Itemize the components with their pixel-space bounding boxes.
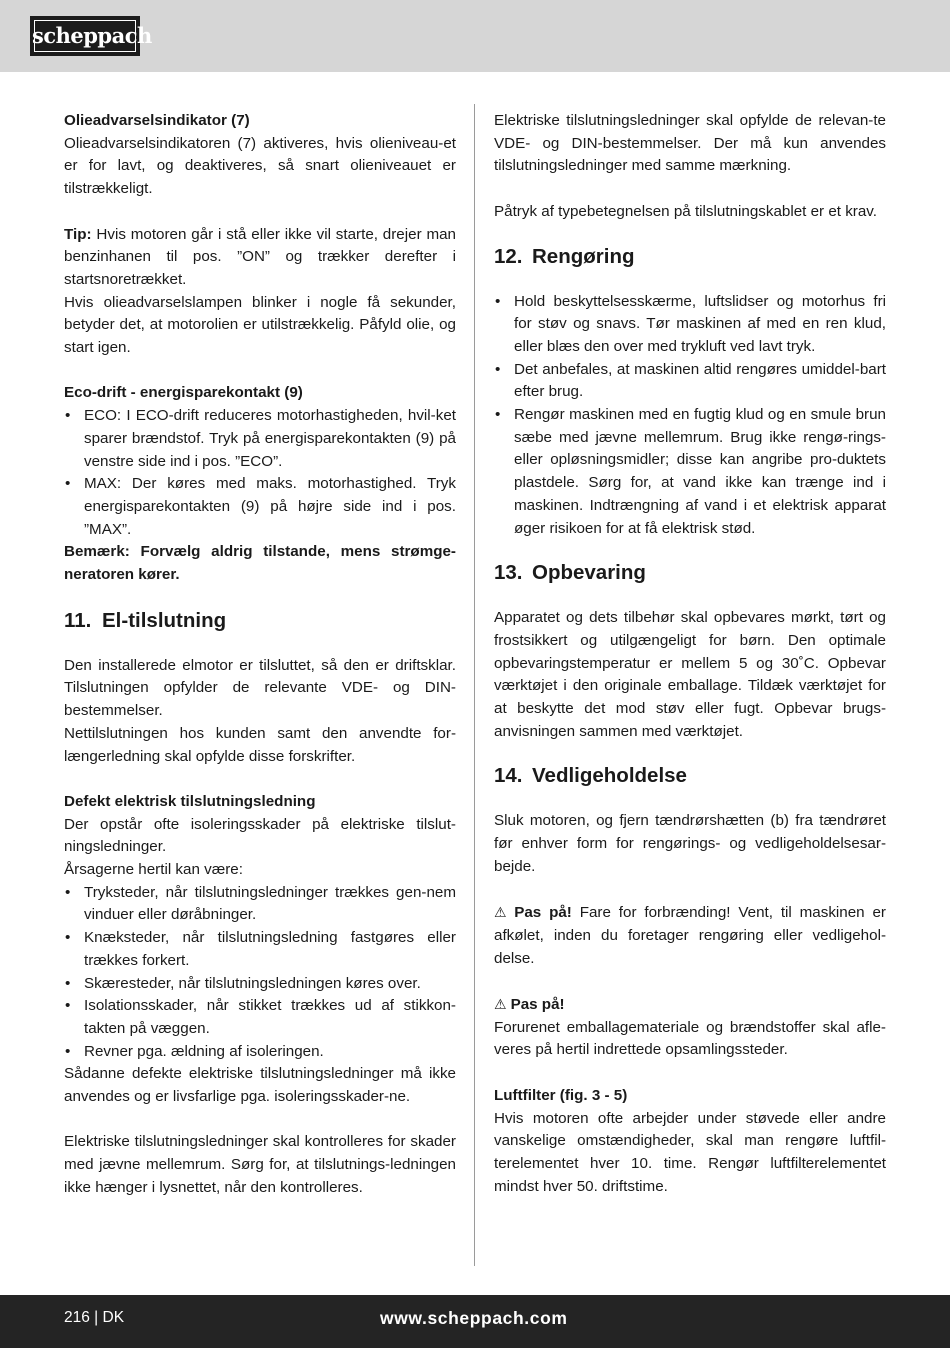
warning-icon: ⚠ — [494, 996, 507, 1013]
cable-label-text: Påtryk af typebetegnelsen på tilslutningskablet er et krav. — [494, 202, 877, 220]
section-title: Rengøring — [532, 244, 635, 268]
air-filter-heading: Luftfilter (fig. 3 - 5) — [494, 1086, 628, 1104]
warning-label: Pas på! — [510, 996, 565, 1014]
section-number: 14. — [494, 764, 523, 788]
section-13-heading — [494, 560, 886, 586]
tip-text: Hvis motoren går i stå eller ikke vil starte, drejer man benzinhanen til pos. ”ON” og trækker derefter i startsnoretrækket. — [64, 225, 456, 288]
section-14-heading — [494, 763, 886, 789]
eco-heading: Eco-drift - energisparekontakt (9) — [64, 384, 303, 402]
disposal-warning-heading — [494, 993, 886, 1017]
list-item: • Knæksteder, når tilslutningsledning fastgøres eller trækkes forkert. — [64, 927, 456, 972]
air-filter-text: Hvis motoren ofte arbejder under støvede eller andre vanskelige omstændigheder, skal man rengøre luftfil-terelementet hver 10. time. Rengør luftfilterelementet mindst hver 50. driftstime. — [494, 1109, 886, 1195]
page-number-value: 216 — [64, 1309, 90, 1326]
tip-paragraph — [64, 224, 456, 292]
defect-causes-list — [64, 882, 456, 1064]
cleaning-list — [494, 291, 886, 541]
defect-intro: Der opstår ofte isoleringsskader på elektriske tilslut-ningsledninger. — [64, 815, 456, 856]
defect-heading: Defekt elektrisk tilslutningsledning — [64, 792, 316, 810]
section-number: 11. — [64, 608, 92, 632]
section-title: Vedligeholdelse — [532, 764, 687, 788]
section-11-heading — [64, 608, 456, 634]
cable-requirements-text: Elektriske tilslutningsledninger skal opfylde de relevan-te VDE- og DIN-bestemmelser. Der må kun anvendes tilslutningsledninger med samme mærkning. — [494, 112, 886, 175]
tip-label: Tip: — [64, 225, 92, 243]
header-bar — [0, 0, 950, 72]
footer-bar — [0, 1295, 950, 1348]
warning-label: Pas på! — [514, 904, 572, 922]
warning-text: Fare for forbrænding! Vent, til maskinen er afkølet, inden du foretager rengøring eller vedligehol-delse. — [494, 904, 886, 967]
list-item: • ECO: I ECO-drift reduceres motorhastigheden, hvil-ket sparer brændstof. Tryk på energisparekontakten (9) på venstre side ind i pos. ”ECO”. — [64, 405, 456, 473]
website-url: www.scheppach.com — [380, 1308, 568, 1328]
scheppach-logo: scheppach — [30, 16, 140, 56]
inspection-text: Elektriske tilslutningsledninger skal kontrolleres for skader med jævne mellemrum. Sørg for, at tilslutnings-ledningen ikke hænger i lysnettet, når den kontrolleres. — [64, 1133, 456, 1196]
mains-connection-text: Nettilslutningen hos kunden samt den anvendte for-længerledning skal opfylde disse forskrifter. — [64, 724, 456, 765]
section-title: Opbevaring — [532, 561, 646, 585]
column-divider — [474, 104, 475, 1266]
section-number: 13. — [494, 561, 523, 585]
eco-list — [64, 405, 456, 541]
list-item: • Tryksteder, når tilslutningsledninger trækkes gen-nem vinduer eller døråbninger. — [64, 882, 456, 927]
list-item: • MAX: Der køres med maks. motorhastighed. Tryk energisparekontakten (9) på højre side ind i pos. ”MAX”. — [64, 473, 456, 541]
defect-warning-text: Sådanne defekte elektriske tilslutningsledninger må ikke anvendes og er livsfarlige pga. isoleringsskader-ne. — [64, 1065, 456, 1106]
oil-indicator-text: Olieadvarselsindikatoren (7) aktiveres, hvis olieniveau-et er for lavt, og deaktiveres, så snart olieniveauet er tilstrækkeligt. — [64, 134, 456, 198]
burn-warning — [494, 901, 886, 970]
page-number: 216 | DK — [64, 1309, 125, 1326]
warning-icon: ⚠ — [494, 904, 511, 921]
section-number: 12. — [494, 244, 523, 268]
list-item: • Revner pga. ældning af isoleringen. — [64, 1041, 456, 1064]
right-column — [494, 110, 886, 1198]
eco-note: Bemærk: Forvælg aldrig tilstande, mens strømge-neratoren kører. — [64, 543, 456, 584]
oil-lamp-text: Hvis olieadvarselslampen blinker i nogle få sekunder, betyder det, at motorolien er utilstrækkelig. Påfyld olie, og start igen. — [64, 293, 456, 357]
list-item: • Skæresteder, når tilslutningsledningen køres over. — [64, 973, 456, 996]
section-title: El-tilslutning — [102, 608, 227, 632]
language-code: DK — [102, 1309, 125, 1326]
oil-indicator-heading: Olieadvarselsindikator (7) — [64, 112, 250, 129]
section-12-heading — [494, 244, 886, 270]
list-item: • Det anbefales, at maskinen altid rengøres umiddel-bart efter brug. — [494, 359, 886, 404]
list-item: • Rengør maskinen med en fugtig klud og en smule brun sæbe med jævne mellemrum. Brug ikke rengø-rings- eller opløsningsmidler; disse kan angribe pro-duktets plastdele. Sørg for, at vand ikke kan trænge ind i maskinen. Indtrængning af vand i et elektrisk apparat øger risikoen for at få elektrisk stød. — [494, 404, 886, 540]
storage-text: Apparatet og dets tilbehør skal opbevares mørkt, tørt og frostsikkert og utilgængeligt for børn. Den optimale opbevaringstemperatur er mellem 5 og 30˚C. Opbevar værktøjet i den originale emballage. Tildæk værktøjet for at beskytte det mod støv eller fugt. Opbevar brugs-anvisningen sammen med værktøjet. — [494, 609, 886, 740]
list-item: • Hold beskyttelsesskærme, luftslidser og motorhus fri for støv og snavs. Tør maskinen af med en ren klud, eller blæs den over med trykluft ved lavt tryk. — [494, 291, 886, 359]
left-column — [64, 110, 456, 1200]
defect-causes-label: Årsagerne hertil kan være: — [64, 861, 243, 879]
el-connection-text: Den installerede elmotor er tilsluttet, så den er driftsklar. Tilslutningen opfylder de relevante VDE- og DIN-bestemmelser. — [64, 656, 456, 720]
maintenance-text: Sluk motoren, og fjern tændrørshætten (b) fra tændrøret før enhver form for rengørings- og vedligeholdelsesar-bejde. — [494, 812, 886, 875]
list-item: • Isolationsskader, når stikket trækkes ud af stikkon-takten på væggen. — [64, 995, 456, 1040]
disposal-warning-text: Forurenet emballagemateriale og brændstoffer skal afle-veres på hertil indrettede opsamlingssteder. — [494, 1018, 886, 1059]
